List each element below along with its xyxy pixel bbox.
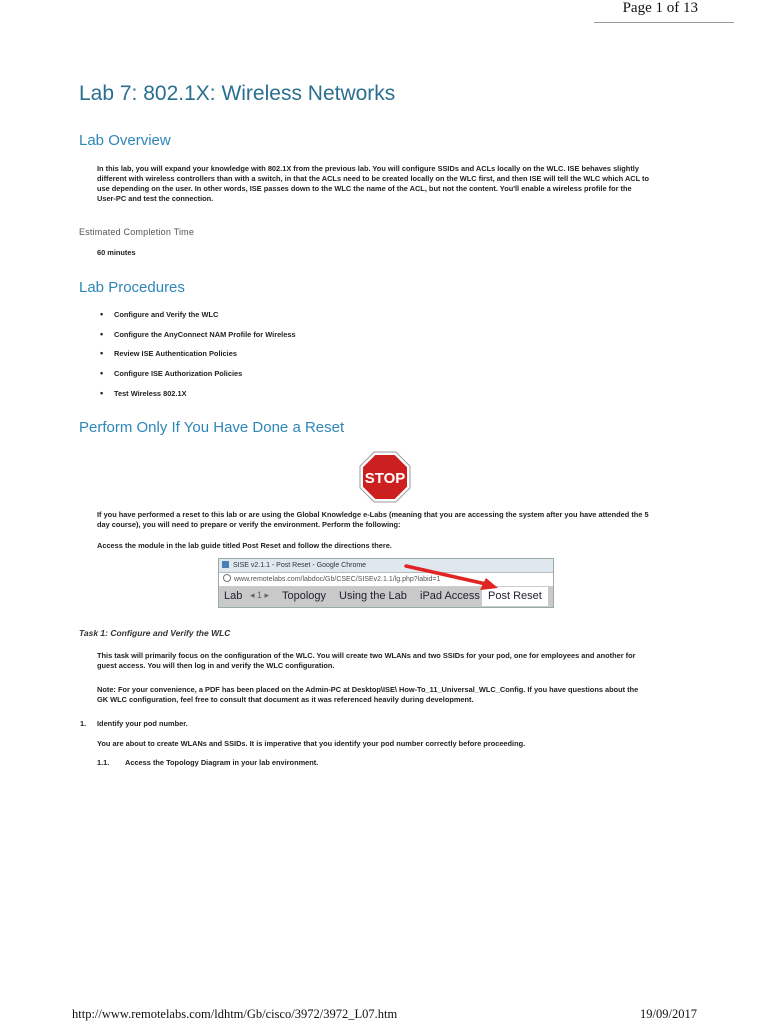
nav-item-topology: Topology [282,590,327,602]
overview-line: User-PC and test the connection. [97,194,214,203]
step1-number: 1. [80,719,87,728]
address-url: www.remotelabs.com/labdoc/Gb/CSEC/SISEv2.1.1/lg.php?labid=1 [234,576,441,583]
reset-heading: Perform Only If You Have Done a Reset [79,419,345,436]
page-title: Lab 7: 802.1X: Wireless Networks [79,82,396,105]
nav-item-ipad-access: iPad Access [420,590,480,602]
footer-url: http://www.remotelabs.com/ldhtm/Gb/cisco/3972/3972_L07.htm [72,1007,398,1021]
nav-item-lab: Lab [224,590,243,602]
footer-date: 19/09/2017 [640,1007,697,1021]
task1-note [97,685,707,705]
list-item: • Test Wireless 802.1X [100,389,296,409]
red-arrow-icon [400,562,504,592]
list-item: • Configure the AnyConnect NAM Profile for Wireless [100,330,296,350]
list-item: • Review ISE Authentication Policies [100,349,296,369]
reset-paragraph [97,510,707,530]
list-item: • Configure ISE Authorization Policies [100,369,296,389]
nav-lab-number: 1 [257,590,263,600]
reset-line: day course), you will need to prepare or verify the environment. Perform the following: [97,520,401,529]
step11-text: Access the Topology Diagram in your lab environment. [125,758,319,767]
lab-overview-heading: Lab Overview [79,132,171,149]
overview-line: In this lab, you will expand your knowledge with 802.1X from the previous lab. You will configure SSIDs and ACLs locally on the WLC. ISE behaves slightly [97,164,639,173]
task1-title: Task 1: Configure and Verify the WLC [79,628,231,638]
stop-sign-text: STOP [364,470,406,487]
header-divider [594,22,734,23]
note-line: GK WLC configuration, feel free to consult that document as it was referenced heavily during development. [97,695,474,704]
task1-paragraph [97,651,707,671]
procedures-list [100,310,296,408]
nav-item-using-the-lab: Using the Lab [339,590,407,602]
note-line: Note: For your convenience, a PDF has been placed on the Admin-PC at Desktop\ISE\ How-To_11_Universal_WLC_Config. If you have questions about the [97,685,639,694]
overview-line: use depending on the user. In other words, ISE passes down to the WLC the name of the ACL, but not the content. You'll enable a wireless profile for the [97,184,632,193]
lab-overview-paragraph [97,164,707,204]
lab-procedures-heading: Lab Procedures [79,279,185,296]
step1-detail: You are about to create WLANs and SSIDs. It is imperative that you identify your pod number correctly before proceeding. [97,739,526,748]
browser-app-icon [222,561,229,568]
task1-line: guest access. You will then log in and verify the WLC configuration. [97,661,335,670]
task1-line: This task will primarily focus on the configuration of the WLC. You will create two WLANs and two SSIDs for your pod, one for employees and another for [97,651,636,660]
nav-item-post-reset: Post Reset [482,587,548,606]
stop-sign-icon [359,451,411,503]
step1-text: Identify your pod number. [97,719,188,728]
page-info-icon [223,574,231,582]
overview-line: different with wireless controllers than with a switch, in that the ACLs need to be created locally on the WLC first, and then ISE will tell the WLC which ACL to [97,174,650,183]
list-item: • Configure and Verify the WLC [100,310,296,330]
nav-item-lab-number: ◂ 1 ▸ [250,590,270,600]
reset-instruction: Access the module in the lab guide titled Post Reset and follow the directions there. [97,541,392,550]
step11-number: 1.1. [97,758,110,767]
page-number: Page 1 of 13 [622,0,698,16]
estimated-time-value: 60 minutes [97,248,136,257]
estimated-time-label: Estimated Completion Time [79,227,195,237]
window-title-text: SISE v2.1.1 - Post Reset - Google Chrome [233,562,367,569]
reset-line: If you have performed a reset to this lab or are using the Global Knowledge e-Labs (meaning that you are accessing the system after you have attended the 5 [97,510,649,519]
